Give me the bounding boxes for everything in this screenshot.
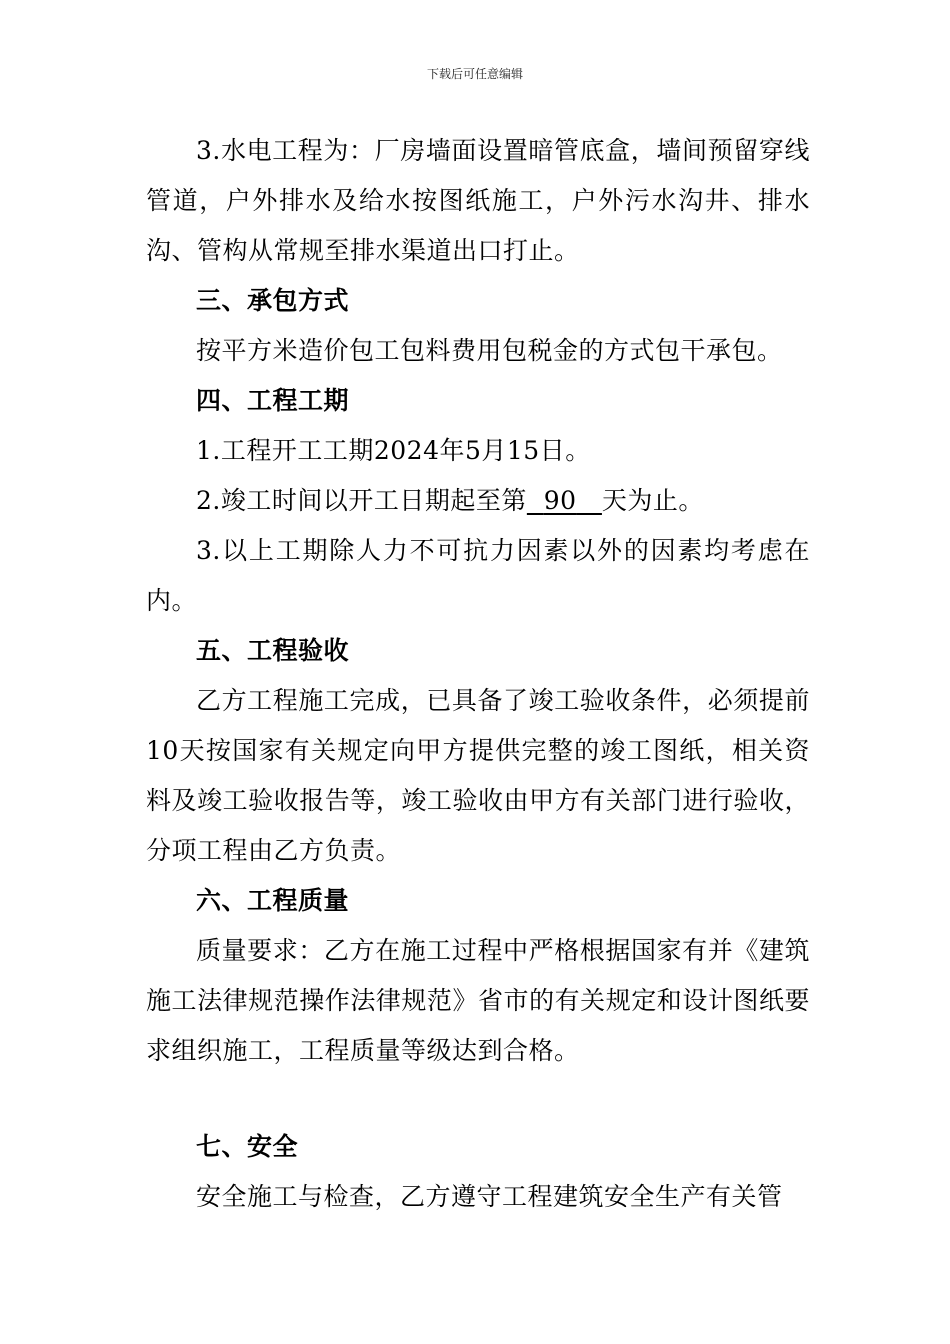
- paragraph-water-electric: 3.水电工程为：厂房墙面设置暗管底盒，墙间预留穿线管道，户外排水及给水按图纸施工，户外污水沟井、排水沟、管构从常规至排水渠道出口打止。: [146, 136, 810, 265]
- paragraph-quality: 质量要求：乙方在施工过程中严格根据国家有并《建筑施工法律规范操作法律规范》省市的有关规定和设计图纸要求组织施工，工程质量等级达到合格。: [146, 936, 810, 1065]
- paragraph-safety: 安全施工与检查，乙方遵守工程建筑安全生产有关管: [196, 1182, 783, 1211]
- paragraph-contract-mode: 按平方米造价包工包料费用包税金的方式包干承包。: [196, 336, 783, 365]
- section-gap: [146, 1076, 810, 1122]
- heading-quality: 六、工程质量: [196, 886, 350, 915]
- finish-suffix: 天为止。: [601, 486, 704, 515]
- heading-safety: 七、安全: [196, 1132, 299, 1161]
- heading-acceptance: 五、工程验收: [196, 636, 350, 665]
- finish-prefix: 2.竣工时间以开工日期起至第: [196, 486, 527, 515]
- heading-schedule: 四、工程工期: [196, 386, 350, 415]
- paragraph-acceptance: 乙方工程施工完成，已具备了竣工验收条件，必须提前10天按国家有关规定向甲方提供完整的竣工图纸，相关资料及竣工验收报告等，竣工验收由甲方有关部门进行验收，分项工程由乙方负责。: [146, 686, 810, 865]
- paragraph-finish-time: [146, 476, 810, 526]
- page-header-note: 下载后可任意编辑: [426, 67, 523, 81]
- heading-contract-mode: 三、承包方式: [196, 286, 350, 315]
- finish-days-value: 90: [543, 486, 577, 515]
- paragraph-force-majeure: 3.以上工期除人力不可抗力因素以外的因素均考虑在内。: [146, 536, 810, 615]
- finish-days-blank: [527, 486, 602, 515]
- document-body: [146, 126, 810, 1222]
- paragraph-start-date: 1.工程开工工期2024年5月15日。: [196, 436, 591, 465]
